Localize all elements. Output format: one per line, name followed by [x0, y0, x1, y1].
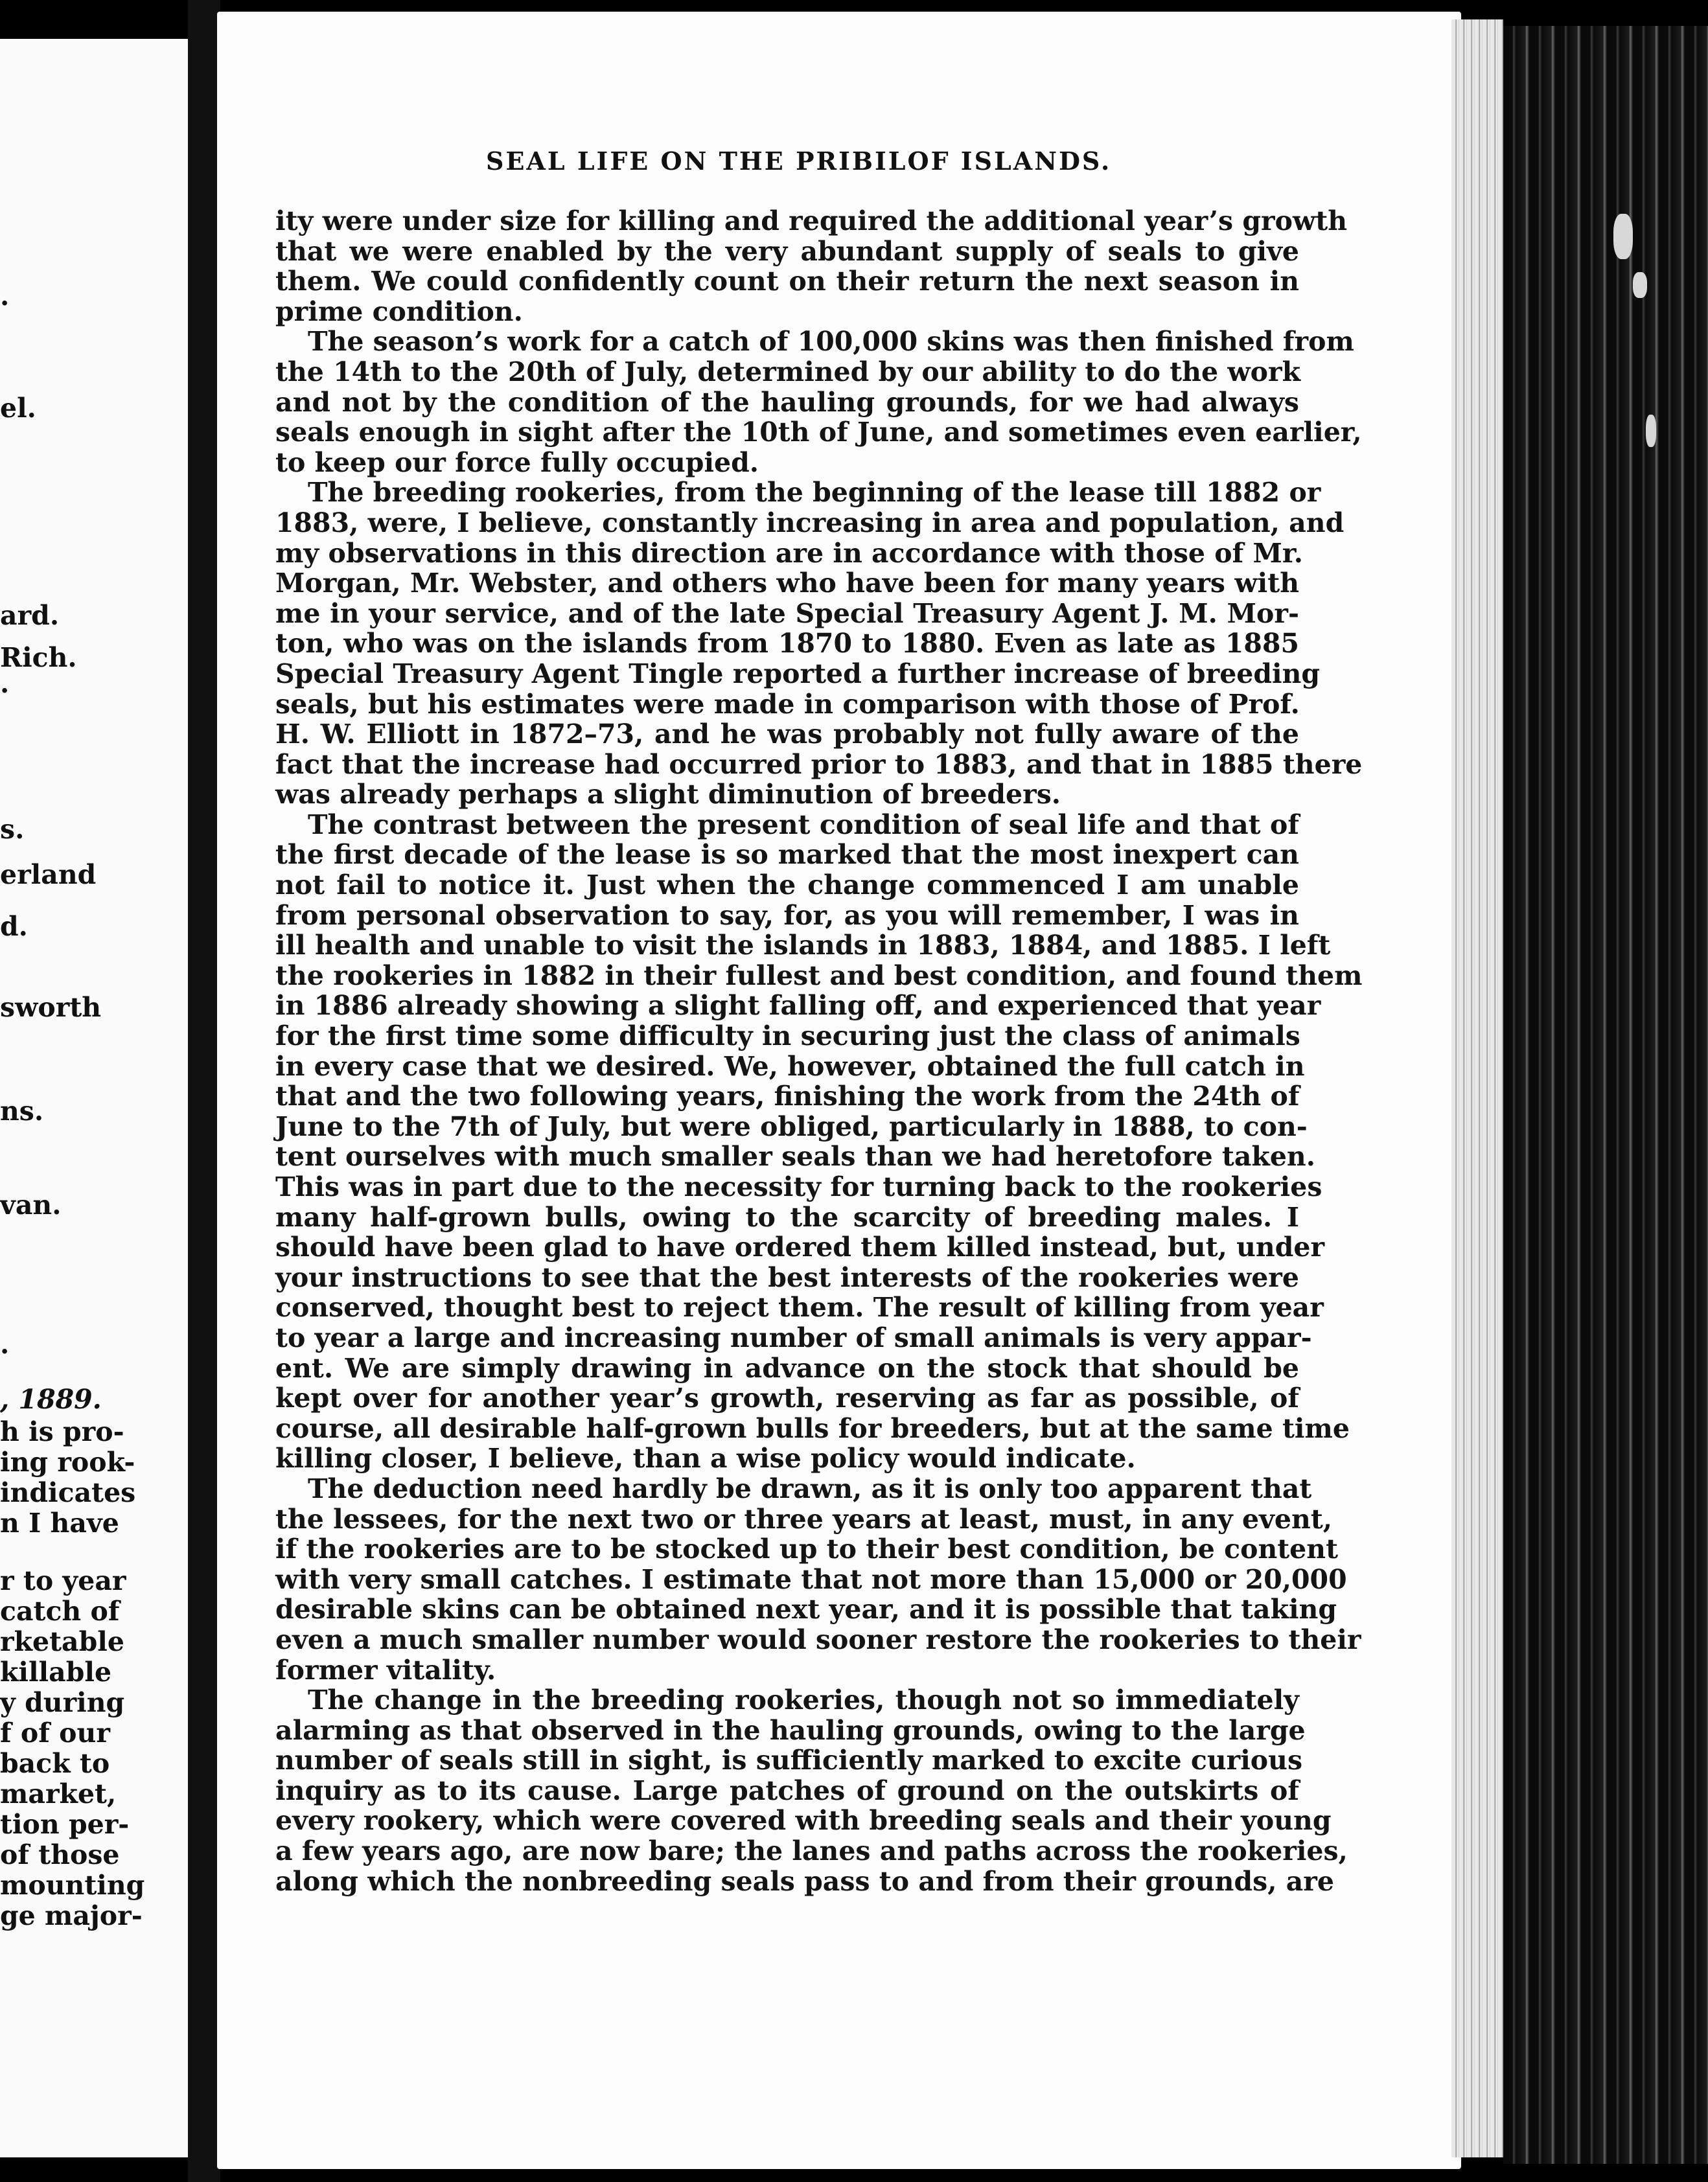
left-page-fragment: van. [0, 1189, 62, 1221]
left-page-fragment: ing rook- [0, 1447, 135, 1478]
text-line: them. We could confidently count on their return the next season in [275, 266, 1299, 297]
text-line: that we were enabled by the very abundant supply of seals to give [275, 235, 1299, 267]
text-line: kept over for another year’s growth, reserving as far as possible, of [275, 1383, 1299, 1414]
paper-flaw [1646, 415, 1656, 447]
text-line: and not by the condition of the hauling grounds, for we had always [275, 386, 1299, 418]
text-line: Special Treasury Agent Tingle reported a further increase of breeding [275, 658, 1321, 689]
left-page-fragment: ns. [0, 1096, 44, 1127]
left-page-fragment: el. [0, 393, 36, 424]
left-page-fragment: indicates [0, 1477, 136, 1508]
left-facing-page [0, 39, 192, 2157]
text-line: with very small catches. I estimate that not more than 15,000 or 20,000 [275, 1563, 1347, 1595]
left-page-fragment: d. [0, 911, 28, 942]
book-gutter [188, 0, 220, 2182]
left-page-fragment: market, [0, 1778, 117, 1809]
left-page-fragment: r to year [0, 1565, 126, 1596]
text-line: fact that the increase had occurred prior to 1883, and that in 1885 there [275, 748, 1363, 780]
text-line: not fail to notice it. Just when the change commenced I am unable [275, 869, 1299, 901]
running-head [275, 136, 1608, 175]
left-page-fragment: Rich. [0, 642, 77, 673]
left-page-fragment: h is pro- [0, 1416, 124, 1447]
paragraph-start: The deduction need hardly be drawn, as it is only too apparent that [308, 1473, 1312, 1504]
left-page-fragment: tion per- [0, 1809, 130, 1840]
text-line: the lessees, for the next two or three years at least, must, in any event, [275, 1503, 1333, 1535]
text-line: conserved, thought best to reject them. The result of killing from year [275, 1292, 1324, 1324]
left-page-fragment: s. [0, 814, 25, 845]
left-page-fragment: erland [0, 859, 97, 890]
text-line: tent ourselves with much smaller seals than we had heretofore taken. [275, 1141, 1316, 1173]
left-page-fragment: ard. [0, 600, 60, 631]
left-page-fragment: sworth [0, 992, 102, 1023]
left-page-fragment: , 1889. [0, 1384, 102, 1415]
text-line: ton, who was on the islands from 1870 to 1880. Even as late as 1885 [275, 628, 1299, 660]
text-line: 1883, were, I believe, constantly increasing in area and population, and [275, 507, 1344, 538]
text-line: a few years ago, are now bare; the lanes and paths across the rookeries, [275, 1835, 1348, 1867]
text-line: the 14th to the 20th of July, determined by our ability to do the work [275, 356, 1300, 387]
paragraph-start: The change in the breeding rookeries, though not so immediately [308, 1684, 1299, 1716]
left-page-fragment: killable [0, 1657, 112, 1688]
text-line: ity were under size for killing and required the additional year’s growth [275, 205, 1348, 236]
text-line: ill health and unable to visit the islands in 1883, 1884, and 1885. I left [275, 930, 1331, 961]
text-line: from personal observation to say, for, as you will remember, I was in [275, 899, 1299, 931]
left-page-fragment: f of our [0, 1717, 110, 1749]
text-line: killing closer, I believe, than a wise policy would indicate. [275, 1443, 1136, 1475]
text-line: the rookeries in 1882 in their fullest and best condition, and found them [275, 959, 1363, 991]
text-line: Morgan, Mr. Webster, and others who have been for many years with [275, 568, 1299, 599]
paper-flaw [1633, 272, 1647, 298]
paragraph-start: The contrast between the present condition of seal life and that of [308, 809, 1299, 840]
left-page-fragment: catch of [0, 1596, 120, 1627]
paragraph-start: The breeding rookeries, from the beginning of the lease till 1882 or [308, 477, 1321, 509]
text-line: H. W. Elliott in 1872–73, and he was probably not fully aware of the [275, 718, 1299, 750]
left-page-fragment: . [0, 1329, 10, 1360]
text-line: me in your service, and of the late Special Treasury Agent J. M. Mor- [275, 597, 1299, 629]
text-line: former vitality. [275, 1654, 496, 1686]
left-page-fragment: ge major- [0, 1900, 143, 1931]
text-line: inquiry as to its cause. Large patches of ground on the outskirts of [275, 1774, 1299, 1806]
text-line: my observations in this direction are in accordance with those of Mr. [275, 537, 1304, 569]
left-page-fragment: mounting [0, 1870, 145, 1901]
text-line: the first decade of the lease is so marked that the most inexpert can [275, 839, 1299, 871]
text-line: seals, but his estimates were made in comparison with those of Prof. [275, 688, 1300, 720]
text-line: alarming as that observed in the hauling grounds, owing to the large [275, 1714, 1306, 1746]
left-page-fragment: . [0, 668, 10, 699]
left-page-fragment: of those [0, 1839, 120, 1870]
text-line: that and the two following years, finishing the work from the 24th of [275, 1081, 1300, 1112]
text-line: prime condition. [275, 295, 523, 327]
text-line: to year a large and increasing number of small animals is very appar- [275, 1322, 1312, 1353]
text-line: ent. We are simply drawing in advance on the stock that should be [275, 1352, 1299, 1384]
text-line: for the first time some difficulty in securing just the class of animals [275, 1020, 1300, 1052]
paper-flaw [1613, 214, 1633, 259]
text-line: every rookery, which were covered with breeding seals and their young [275, 1805, 1332, 1837]
left-page-fragment: y during [0, 1687, 125, 1718]
text-line: along which the nonbreeding seals pass to and from their grounds, are [275, 1865, 1334, 1897]
text-line: in every case that we desired. We, however, obtained the full catch in [275, 1050, 1305, 1082]
text-line: in 1886 already showing a slight falling off, and experienced that year [275, 990, 1321, 1022]
left-page-fragment: back to [0, 1748, 110, 1779]
page-fore-edge [1451, 19, 1503, 2157]
text-line: course, all desirable half-grown bulls for breeders, but at the same time [275, 1412, 1350, 1444]
text-line: many half-grown bulls, owing to the scarcity of breeding males. I [275, 1201, 1299, 1233]
left-page-fragment: . [0, 281, 10, 312]
body-text [275, 205, 1363, 1897]
text-line: to keep our force fully occupied. [275, 446, 759, 478]
text-line: if the rookeries are to be stocked up to their best condition, be content [275, 1533, 1339, 1565]
text-line: number of seals still in sight, is sufficiently marked to excite curious [275, 1745, 1303, 1776]
text-line: This was in part due to the necessity for turning back to the rookeries [275, 1171, 1322, 1202]
left-page-fragment: rketable [0, 1626, 124, 1657]
text-line: even a much smaller number would sooner restore the rookeries to their [275, 1624, 1361, 1655]
left-page-fragment: n I have [0, 1508, 119, 1539]
text-line: desirable skins can be obtained next year, and it is possible that taking [275, 1594, 1337, 1625]
text-line: should have been glad to have ordered them killed instead, but, under [275, 1232, 1325, 1263]
text-line: seals enough in sight after the 10th of June, and sometimes even earlier, [275, 417, 1362, 448]
text-line: your instructions to see that the best interests of the rookeries were [275, 1261, 1299, 1293]
text-line: June to the 7th of July, but were obliged, particularly in 1888, to con- [275, 1110, 1308, 1142]
text-line: was already perhaps a slight diminution of breeders. [275, 779, 1061, 810]
paragraph-start: The season’s work for a catch of 100,000 skins was then finished from [308, 326, 1354, 358]
running-head-title: SEAL LIFE ON THE PRIBILOF ISLANDS. [486, 146, 1112, 176]
book-side-edge [1503, 26, 1708, 2164]
